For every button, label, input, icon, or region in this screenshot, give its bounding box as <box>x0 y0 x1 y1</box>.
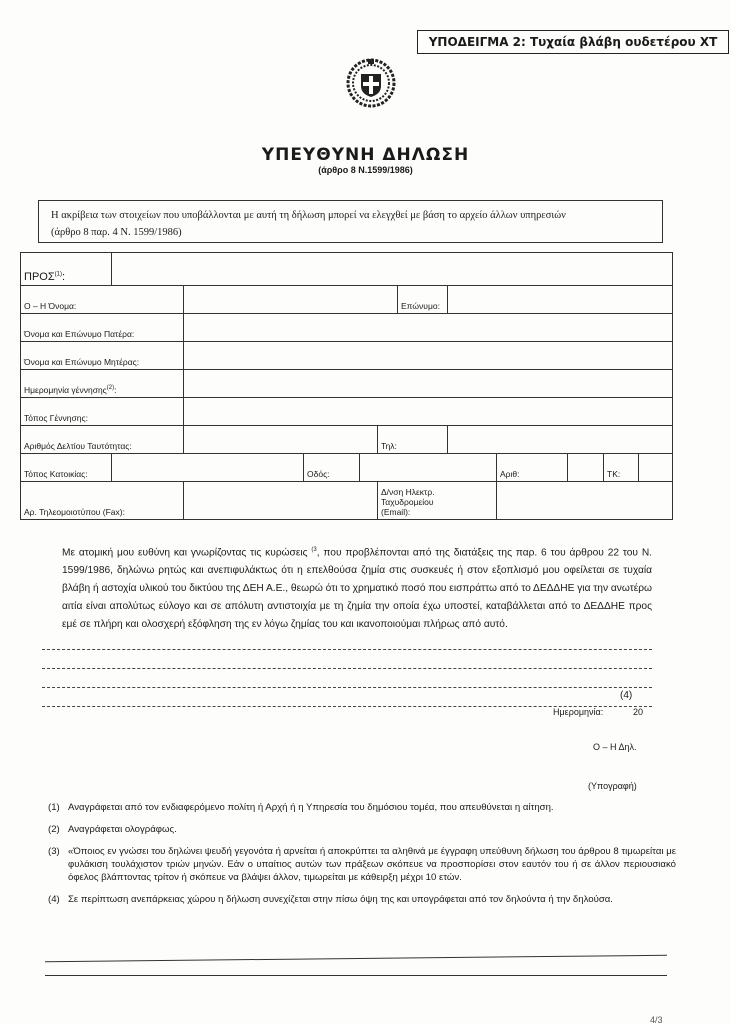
postcode-label: ΤΚ: <box>604 454 639 482</box>
declaration-line-1[interactable] <box>42 649 652 650</box>
ref-3-sup: (3 <box>311 547 317 553</box>
id-number-label: Αριθμός Δελτίου Ταυτότητας: <box>21 426 184 454</box>
pros-field[interactable] <box>112 253 673 286</box>
declaration-text: Με ατομική μου ευθύνη και γνωρίζοντας τις κυρώσεις $^{(3}$, που προβλέπονται από της διατάξεις της παρ. 6 του άρθρου 22 του Ν. 1599/1986, δηλώνω ρητώς και ανεπιφυλάκτως ότι η επελθούσα ζημία στις συσκευές ή στον εξοπλισμό μου οφείλεται σε τυχαία βλάβη ή αστοχία υλικού του δικτύου της ΔΕΗ Α.Ε., θεωρώ ότι το χρηματικό ποσό που εισπράττω από το ΔΕΔΔΗΕ για την ανωτέρω αιτία είναι απολύτως εύλογο και σε απόλυτη αντιστοιχία με τη ζημία την οποία έχω υποστεί, καταβάλλεται από το ΔΕΔΔΗΕ προς εμέ σε πλήρη και ολοσχερή εξόφληση της εν λόγω ζημίας του και ικανοποιούμαι πλήρως από αυτό. <box>62 547 653 631</box>
pros-label: ΠΡΟΣ$^{(1)}$: <box>21 253 112 286</box>
mother-name-field[interactable] <box>184 342 673 370</box>
birthplace-field[interactable] <box>184 398 673 426</box>
birthdate-label: Ημερομηνία γέννησης$^{(2)}$: <box>21 370 184 398</box>
notice-line-2: (άρθρο 8 παρ. 4 Ν. 1599/1986) <box>51 227 182 238</box>
fax-field[interactable] <box>184 482 378 520</box>
fax-label: Αρ. Τηλεομοιοτύπου (Fax): <box>21 482 184 520</box>
father-name-field[interactable] <box>184 314 673 342</box>
street-label: Οδός: <box>304 454 360 482</box>
postcode-field[interactable] <box>639 454 673 482</box>
notice-line-1: Η ακρίβεια των στοιχείων που υποβάλλονται με αυτή τη δήλωση μπορεί να ελεγχθεί με βάση το αρχείο άλλων υπηρεσιών <box>51 210 566 221</box>
street-field[interactable] <box>360 454 497 482</box>
email-label-line-1: Δ/νση Ηλεκτρ. <box>381 487 435 497</box>
declaration-line-2[interactable] <box>42 668 652 669</box>
residence-label: Τόπος Κατοικίας: <box>21 454 112 482</box>
birthdate-field[interactable] <box>184 370 673 398</box>
footnote-2: (2) Αναγράφεται ολογράφως. <box>48 824 177 835</box>
number-label: Αριθ: <box>497 454 568 482</box>
year-prefix: 20 <box>633 707 644 717</box>
surname-label: Επώνυμο: <box>398 286 448 314</box>
declarant-label: Ο – Η Δηλ. <box>593 742 637 752</box>
declaration-line-3[interactable] <box>42 687 652 688</box>
signature-label: (Υπογραφή) <box>588 781 637 791</box>
birthplace-label: Τόπος Γέννησης: <box>21 398 184 426</box>
page-subtitle: (άρθρο 8 Ν.1599/1986) <box>318 165 413 175</box>
email-label-line-3: (Email): <box>381 507 411 517</box>
surname-field[interactable] <box>448 286 673 314</box>
declarant-form <box>20 252 673 520</box>
greek-emblem-icon <box>345 56 397 108</box>
phone-label: Τηλ: <box>378 426 448 454</box>
bottom-rule-2 <box>45 975 667 976</box>
residence-field[interactable] <box>112 454 304 482</box>
footnote-1: (1) Αναγράφεται από τον ενδιαφερόμενο πολίτη ή Αρχή ή η Υπηρεσία του δημόσιου τομέα, που απευθύνεται η αίτηση. <box>48 802 554 813</box>
sample-label: ΥΠΟΔΕΙΓΜΑ 2: Τυχαία βλάβη ουδετέρου ΧΤ <box>417 30 729 54</box>
father-name-label: Όνομα και Επώνυμο Πατέρα: <box>21 314 184 342</box>
number-field[interactable] <box>568 454 604 482</box>
date-label: Ημερομηνία: <box>553 707 604 717</box>
footnote-3: (3) «Όποιος εν γνώσει του δηλώνει ψευδή γεγονότα ή αρνείται ή αποκρύπτει τα αληθινά με έγγραφη υπεύθυνη δήλωση του άρθρου 8 τιμωρείται με φυλάκιση τουλάχιστον τριών μηνών. Εάν ο υπαίτιος αυτών των πράξεων σκόπευε να προσπορίσει στον εαυτόν του ή σε άλλον περιουσιακό όφελος βλάπτοντας τρίτον ή σκόπευε να βλάψει άλλον, τιμωρείται με κάθειρξη μέχρι 10 ετών. <box>48 846 676 883</box>
bottom-rule-1 <box>45 955 667 963</box>
page-number: 4/3 <box>650 1015 663 1025</box>
id-number-field[interactable] <box>184 426 378 454</box>
name-field[interactable] <box>184 286 398 314</box>
accuracy-notice <box>38 200 663 243</box>
footnotes <box>48 801 676 915</box>
email-label <box>378 482 497 520</box>
name-label: Ο – Η Όνομα: <box>21 286 184 314</box>
page-title: ΥΠΕΥΘΥΝΗ ΔΗΛΩΣΗ <box>261 145 470 165</box>
email-label-line-2: Ταχυδρομείου <box>381 497 434 507</box>
email-field[interactable] <box>497 482 673 520</box>
ref-4-label: (4) <box>620 690 633 701</box>
phone-field[interactable] <box>448 426 673 454</box>
footnote-4: (4) Σε περίπτωση ανεπάρκειας χώρου η δήλωση συνεχίζεται στην πίσω όψη της και υπογράφεται από τον δηλούντα ή την δηλούσα. <box>48 894 613 905</box>
mother-name-label: Όνομα και Επώνυμο Μητέρας: <box>21 342 184 370</box>
